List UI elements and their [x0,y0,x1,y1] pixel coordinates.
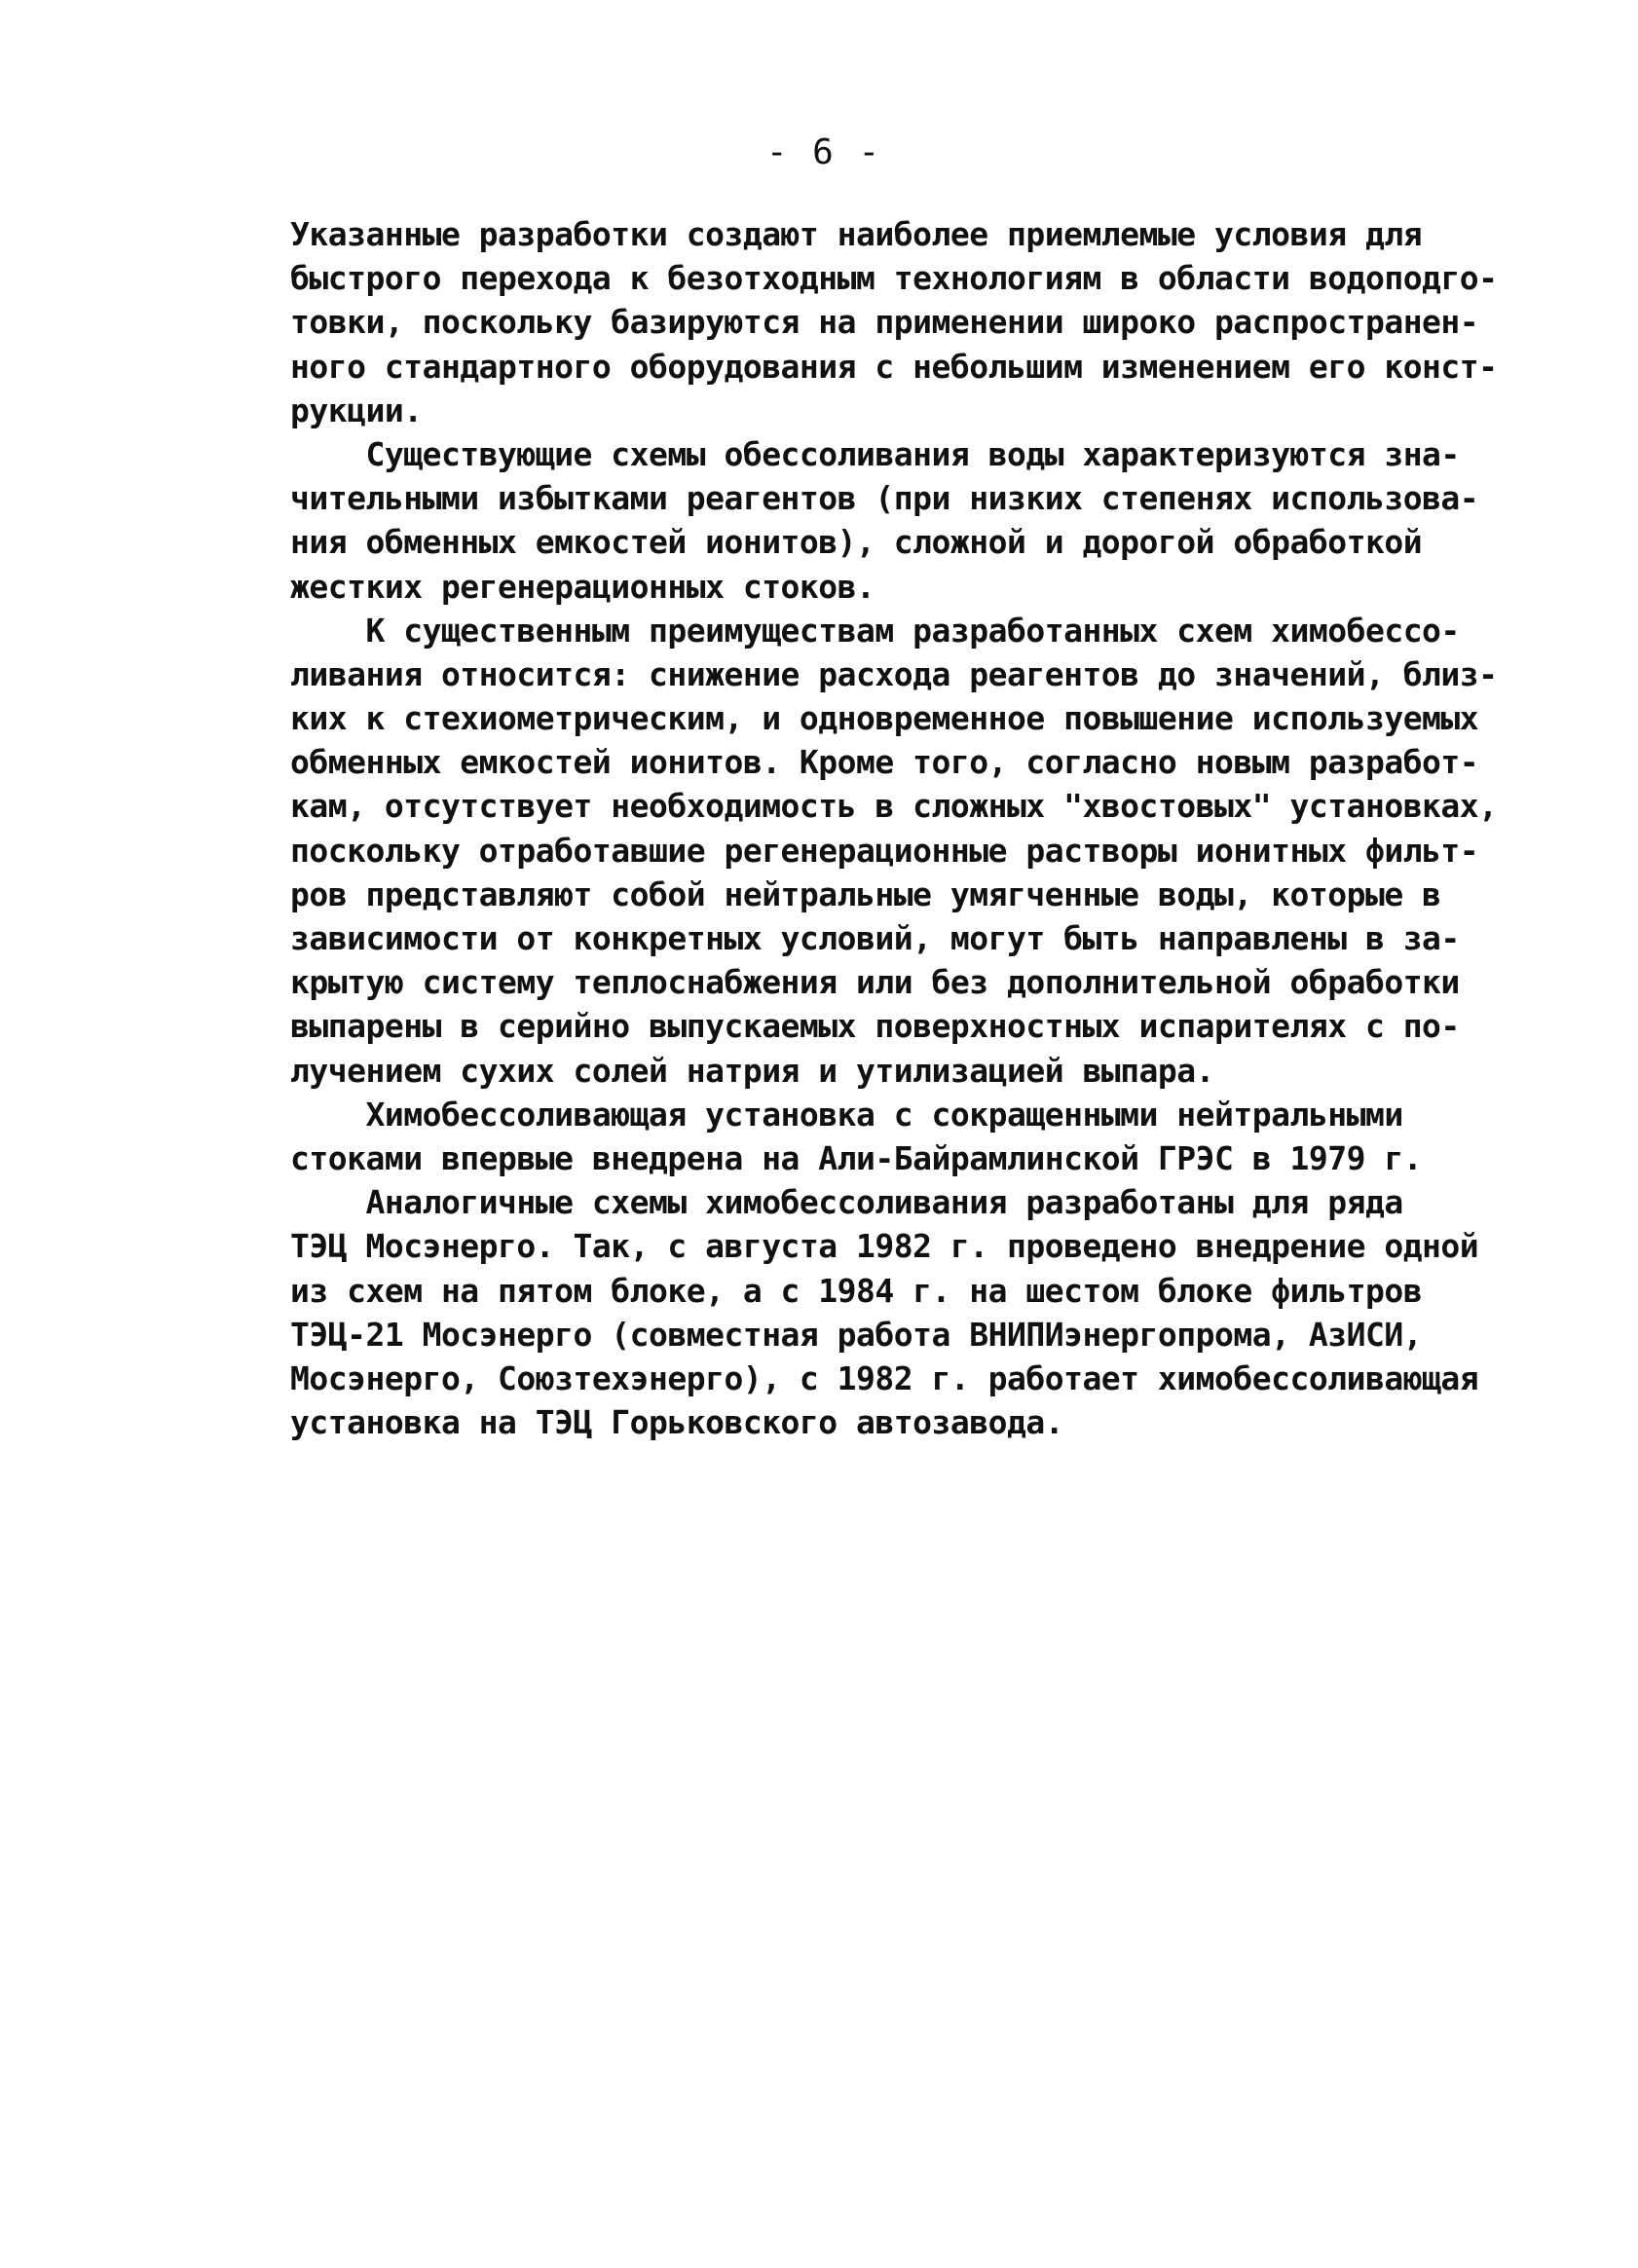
text-line: Указанные разработки создают наиболее приемлемые условия для [290,215,1423,253]
text-line: Мосэнерго, Союзтехэнерго), с 1982 г. работает химобессоливающая [290,1358,1479,1397]
text-line: Существующие схемы обессоливания воды характеризуются зна- [290,434,1460,473]
text-line: установка на ТЭЦ Горьковского автозавода. [290,1403,1064,1442]
text-line: ТЭЦ Мосэнерго. Так, с августа 1982 г. проведено внедрение одной [290,1227,1479,1266]
text-line: лучением сухих солей натрия и утилизацией выпара. [290,1051,1215,1090]
text-line: рукции. [290,390,423,429]
text-line: товки, поскольку базируются на применении широко распространен- [290,303,1479,342]
text-line: жестких регенерационных стоков. [290,567,875,606]
text-line: выпарены в серийно выпускаемых поверхностных испарителях с по- [290,1007,1460,1046]
text-line: стоками впервые внедрена на Али-Байрамлинской ГРЭС в 1979 г. [290,1138,1423,1177]
body-text [290,212,1498,1444]
text-line: крытую систему теплоснабжения или без дополнительной обработки [290,963,1460,1002]
text-line: Аналогичные схемы химобессоливания разработаны для ряда [290,1183,1403,1222]
text-line: обменных емкостей ионитов. Кроме того, согласно новым разработ- [290,743,1479,782]
text-line: ТЭЦ-21 Мосэнерго (совместная работа ВНИПИэнергопрома, АзИСИ, [290,1315,1423,1354]
text-line: ливания относится: снижение расхода реагентов до значений, близ- [290,654,1498,693]
text-line: Химобессоливающая установка с сокращенными нейтральными [290,1095,1403,1134]
text-line: ного стандартного оборудования с небольшим изменением его конст- [290,347,1498,386]
text-line: ния обменных емкостей ионитов), сложной и дорогой обработкой [290,523,1423,562]
text-line: быстрого перехода к безотходным технологиям в области водоподго- [290,259,1498,298]
text-line: К существенным преимуществам разработанных схем химобессо- [290,611,1460,650]
text-line: ких к стехиометрическим, и одновременное повышение используемых [290,699,1479,738]
text-line: кам, отсутствует необходимость в сложных "хвостовых" установках, [290,787,1498,826]
text-line: поскольку отработавшие регенерационные растворы ионитных фильт- [290,831,1479,870]
page-number: - 6 - [765,132,882,172]
text-line: чительными избытками реагентов (при низких степенях использова- [290,479,1479,518]
text-line: ров представляют собой нейтральные умягченные воды, которые в [290,874,1441,913]
text-line: из схем на пятом блоке, а с 1984 г. на шестом блоке фильтров [290,1271,1423,1310]
text-line: зависимости от конкретных условий, могут быть направлены в за- [290,919,1460,957]
